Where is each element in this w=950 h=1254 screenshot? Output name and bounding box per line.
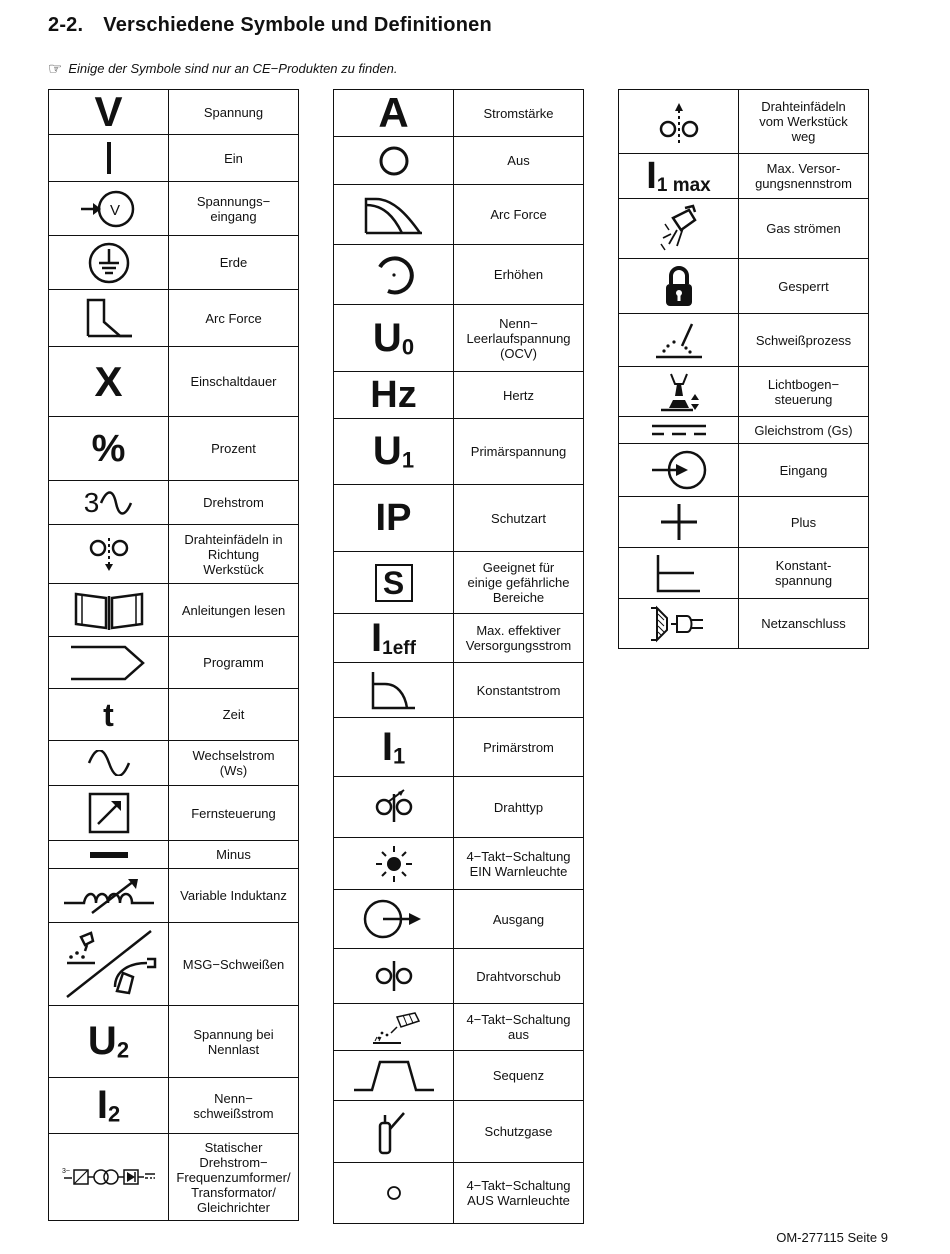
symbol-text: A bbox=[378, 89, 409, 136]
definition-cell bbox=[454, 949, 584, 1004]
definition-label: Gas strömen bbox=[766, 221, 841, 236]
definition-label: Eingang bbox=[779, 462, 828, 478]
arc-control-icon bbox=[619, 370, 738, 414]
symbol-row bbox=[49, 135, 299, 182]
plus-icon bbox=[619, 502, 738, 542]
symbol-cell bbox=[619, 599, 739, 649]
gas-flow-icon bbox=[619, 204, 738, 254]
four-step-off-icon bbox=[334, 1009, 453, 1045]
symbol-row bbox=[334, 245, 584, 305]
symbol-text: S bbox=[382, 564, 405, 601]
symbol-row bbox=[49, 923, 299, 1006]
definition-cell bbox=[169, 741, 299, 786]
definition-label: Erhöhen bbox=[493, 267, 544, 282]
symbol-cell bbox=[619, 417, 739, 444]
inverter-rectifier-icon bbox=[49, 1164, 168, 1190]
symbol-row bbox=[334, 949, 584, 1004]
definition-label: Spannungs− eingang bbox=[196, 193, 271, 224]
remote-control-icon bbox=[49, 791, 168, 835]
definition-label: Geeignet für einige gefährliche Bereiche bbox=[467, 560, 570, 605]
definition-label: Fernsteuerung bbox=[191, 805, 276, 821]
definition-label: Erde bbox=[219, 255, 248, 270]
symbol-text: I bbox=[646, 155, 657, 197]
definition-cell bbox=[169, 90, 299, 135]
symbol-text: U bbox=[372, 315, 402, 360]
ip-icon bbox=[334, 499, 453, 537]
symbol-row bbox=[49, 236, 299, 290]
symbol-cell bbox=[49, 182, 169, 236]
definition-cell bbox=[739, 417, 869, 444]
symbol-row bbox=[619, 548, 869, 599]
definition-cell bbox=[169, 417, 299, 481]
symbol-text: 3 bbox=[83, 486, 100, 518]
definition-cell bbox=[454, 552, 584, 614]
warning-light-on-icon bbox=[334, 844, 453, 884]
wire-retract-icon bbox=[619, 99, 738, 145]
note-text: Einige der Symbole sind nur an CE−Produkten zu finden. bbox=[68, 61, 398, 76]
symbol-row bbox=[619, 314, 869, 367]
symbol-row bbox=[334, 614, 584, 663]
symbol-cell bbox=[334, 305, 454, 372]
symbol-cell bbox=[49, 786, 169, 841]
symbol-table-1 bbox=[48, 89, 299, 1221]
symbol-row bbox=[619, 199, 869, 259]
symbol-cell bbox=[619, 444, 739, 497]
symbol-cell bbox=[619, 259, 739, 314]
symbol-row bbox=[334, 1163, 584, 1224]
sine-wave-icon bbox=[49, 750, 168, 776]
definition-cell bbox=[739, 199, 869, 259]
sequence-icon bbox=[334, 1056, 453, 1096]
i2-icon bbox=[49, 1083, 168, 1128]
arc-force-step-icon bbox=[49, 296, 168, 340]
definition-cell bbox=[169, 525, 299, 584]
symbol-row bbox=[49, 869, 299, 923]
definition-label: Schutzgase bbox=[484, 1124, 553, 1139]
definition-cell bbox=[454, 419, 584, 485]
symbol-row bbox=[334, 1051, 584, 1101]
symbol-row bbox=[49, 1134, 299, 1221]
symbol-cell bbox=[49, 1134, 169, 1221]
definition-cell bbox=[169, 290, 299, 347]
symbol-text: I bbox=[96, 1083, 108, 1128]
definition-label: Arc Force bbox=[205, 310, 262, 326]
symbol-text: IP bbox=[375, 497, 412, 539]
symbol-cell bbox=[619, 90, 739, 154]
symbol-cell bbox=[49, 481, 169, 525]
symbol-row bbox=[49, 584, 299, 637]
symbol-row bbox=[334, 663, 584, 718]
symbol-subscript: 2 bbox=[116, 1037, 130, 1063]
symbol-row bbox=[49, 786, 299, 841]
definition-cell bbox=[454, 1004, 584, 1051]
constant-voltage-icon bbox=[619, 553, 738, 593]
symbol-cell bbox=[49, 637, 169, 689]
definition-label: MSG−Schweißen bbox=[182, 956, 285, 972]
definition-cell bbox=[169, 584, 299, 637]
definition-cell bbox=[169, 481, 299, 525]
definition-label: Anleitungen lesen bbox=[181, 602, 286, 618]
symbol-cell bbox=[334, 890, 454, 949]
definition-cell bbox=[454, 1163, 584, 1224]
symbol-row bbox=[49, 182, 299, 236]
definition-label: Wechselstrom (Ws) bbox=[192, 748, 275, 778]
definition-cell bbox=[739, 259, 869, 314]
definition-label: Nenn− schweißstrom bbox=[193, 1090, 274, 1121]
symbol-row bbox=[619, 497, 869, 548]
definition-label: Konstant- spannung bbox=[774, 558, 833, 588]
symbol-table-2 bbox=[333, 89, 584, 1224]
u2-icon bbox=[49, 1019, 168, 1064]
definition-cell bbox=[454, 1051, 584, 1101]
variable-inductance-icon bbox=[49, 877, 168, 915]
symbol-cell bbox=[49, 525, 169, 584]
definition-label: Primärstrom bbox=[483, 739, 554, 755]
definition-cell bbox=[169, 841, 299, 869]
definition-cell bbox=[739, 90, 869, 154]
definition-label: Einschaltdauer bbox=[190, 374, 277, 389]
definition-cell bbox=[169, 1006, 299, 1078]
symbol-cell bbox=[619, 497, 739, 548]
symbol-row bbox=[49, 347, 299, 417]
definition-label: Hertz bbox=[502, 387, 535, 403]
definition-label: Drahteinfädeln vom Werkstück weg bbox=[759, 99, 848, 144]
symbol-cell bbox=[334, 663, 454, 718]
symbol-cell bbox=[334, 1051, 454, 1101]
three-phase-icon bbox=[49, 486, 168, 518]
constant-current-icon bbox=[334, 670, 453, 710]
definition-label: Programm bbox=[203, 655, 264, 670]
definition-label: Netzanschluss bbox=[761, 616, 846, 631]
s-box-icon bbox=[334, 564, 453, 602]
program-icon bbox=[49, 643, 168, 683]
definition-label: Zeit bbox=[222, 707, 245, 722]
definition-cell bbox=[454, 890, 584, 949]
weld-process-icon bbox=[619, 320, 738, 360]
definition-cell bbox=[739, 367, 869, 417]
definition-label: Schutzart bbox=[491, 510, 546, 526]
arc-force-curve-icon bbox=[334, 195, 453, 235]
line-connection-plug-icon bbox=[619, 604, 738, 644]
symbol-row bbox=[619, 259, 869, 314]
definition-cell bbox=[169, 182, 299, 236]
symbol-row bbox=[49, 741, 299, 786]
definition-label: Primärspannung bbox=[470, 444, 567, 459]
symbol-row bbox=[49, 689, 299, 741]
symbol-cell bbox=[334, 718, 454, 777]
symbol-row bbox=[334, 185, 584, 245]
definition-cell bbox=[169, 1078, 299, 1134]
definition-cell bbox=[454, 718, 584, 777]
symbol-row bbox=[619, 154, 869, 199]
direct-current-icon bbox=[619, 422, 738, 438]
symbol-cell bbox=[334, 838, 454, 890]
definition-cell bbox=[739, 497, 869, 548]
definition-cell bbox=[454, 137, 584, 185]
definition-label: Plus bbox=[790, 514, 817, 530]
symbol-row bbox=[334, 372, 584, 419]
symbol-row bbox=[49, 417, 299, 481]
symbol-row bbox=[334, 305, 584, 372]
definition-cell bbox=[454, 485, 584, 552]
i1-icon bbox=[334, 724, 453, 769]
symbol-row bbox=[334, 137, 584, 185]
definition-cell bbox=[454, 1101, 584, 1163]
definition-label: Max. effektiver Versorgungsstrom bbox=[465, 623, 572, 653]
definition-label: Ausgang bbox=[492, 911, 545, 927]
symbol-subscript: 0 bbox=[401, 334, 415, 360]
symbol-row bbox=[49, 525, 299, 584]
definition-cell bbox=[739, 444, 869, 497]
section-title: Verschiedene Symbole und Definitionen bbox=[103, 14, 492, 36]
definition-label: Nenn− Leerlaufspannung (OCV) bbox=[466, 315, 571, 361]
symbol-row bbox=[49, 481, 299, 525]
symbol-text: I bbox=[371, 616, 383, 660]
wire-type-icon bbox=[334, 788, 453, 826]
symbol-row bbox=[334, 777, 584, 838]
definition-cell bbox=[454, 185, 584, 245]
symbol-cell bbox=[334, 419, 454, 485]
definition-label: Statischer Drehstrom− Frequenzumformer/ Transformator/ Gleichrichter bbox=[176, 1139, 291, 1215]
definition-label: Arc Force bbox=[490, 207, 547, 222]
definition-cell bbox=[739, 599, 869, 649]
symbol-cell bbox=[49, 1078, 169, 1134]
symbol-cell bbox=[619, 199, 739, 259]
symbol-cell bbox=[49, 689, 169, 741]
symbol-cell bbox=[334, 137, 454, 185]
svg-text:V: V bbox=[109, 201, 120, 219]
symbol-cell bbox=[49, 417, 169, 481]
definition-cell bbox=[454, 777, 584, 838]
increase-dial-icon bbox=[334, 253, 453, 297]
symbol-row bbox=[334, 552, 584, 614]
symbol-cell bbox=[49, 135, 169, 182]
definition-label: Prozent bbox=[211, 441, 256, 456]
definition-cell bbox=[454, 305, 584, 372]
symbol-cell bbox=[619, 367, 739, 417]
symbol-row bbox=[49, 290, 299, 347]
symbol-cell bbox=[334, 245, 454, 305]
definition-label: Ein bbox=[224, 150, 243, 166]
percent-icon bbox=[49, 427, 168, 470]
symbol-cell bbox=[49, 584, 169, 637]
symbol-cell bbox=[619, 548, 739, 599]
definition-label: Drahteinfädeln in Richtung Werkstück bbox=[184, 531, 283, 577]
symbol-cell bbox=[49, 869, 169, 923]
definition-cell bbox=[739, 548, 869, 599]
symbol-cell bbox=[334, 1101, 454, 1163]
symbol-cell bbox=[334, 552, 454, 614]
symbol-cell bbox=[619, 314, 739, 367]
earth-ground-icon bbox=[49, 241, 168, 285]
symbol-row bbox=[334, 1101, 584, 1163]
letter-a-icon bbox=[334, 89, 453, 136]
symbol-text: U bbox=[87, 1019, 117, 1064]
symbol-cell bbox=[49, 923, 169, 1006]
symbol-subscript: 1 bbox=[401, 447, 415, 473]
symbol-row bbox=[334, 890, 584, 949]
symbol-cell bbox=[334, 485, 454, 552]
definition-label: Spannung bei Nennlast bbox=[193, 1026, 274, 1057]
symbol-row bbox=[49, 841, 299, 869]
input-icon bbox=[619, 448, 738, 492]
definition-cell bbox=[454, 90, 584, 137]
symbol-subscript: 1 bbox=[392, 743, 406, 769]
symbol-row bbox=[619, 417, 869, 444]
symbol-row bbox=[619, 444, 869, 497]
pointing-hand-icon: ☞ bbox=[48, 61, 63, 78]
definition-cell bbox=[169, 923, 299, 1006]
definition-label: Lichtbogen− steuerung bbox=[767, 376, 840, 407]
definition-cell bbox=[169, 637, 299, 689]
symbol-subscript: 2 bbox=[107, 1101, 121, 1127]
symbol-cell bbox=[49, 290, 169, 347]
definition-label: Drahtvorschub bbox=[476, 968, 561, 984]
symbol-row bbox=[334, 90, 584, 137]
definition-cell bbox=[454, 838, 584, 890]
voltage-input-icon bbox=[49, 188, 168, 230]
i1max-icon bbox=[619, 157, 738, 195]
definition-label: Max. Versor- gungsnennstrom bbox=[755, 161, 852, 191]
symbol-row bbox=[619, 599, 869, 649]
lock-icon bbox=[619, 264, 738, 308]
definition-label: Spannung bbox=[203, 104, 264, 120]
symbol-text: X bbox=[94, 357, 123, 405]
symbol-row bbox=[49, 637, 299, 689]
mig-welding-icon bbox=[49, 927, 168, 1001]
definition-label: Sequenz bbox=[492, 1068, 545, 1083]
vertical-bar-icon bbox=[49, 140, 168, 176]
symbol-cell bbox=[334, 614, 454, 663]
circle-off-icon bbox=[334, 144, 453, 178]
definition-cell bbox=[169, 347, 299, 417]
symbol-row bbox=[334, 838, 584, 890]
definition-label: 4−Takt−Schaltung EIN Warnleuchte bbox=[466, 848, 571, 879]
definition-label: Stromstärke bbox=[483, 105, 554, 121]
definition-label: Drehstrom bbox=[203, 495, 264, 510]
symbol-table-3 bbox=[618, 89, 869, 649]
definition-label: Variable Induktanz bbox=[180, 888, 287, 903]
symbol-text: V bbox=[94, 88, 123, 135]
definition-label: Gleichstrom (Gs) bbox=[754, 422, 853, 438]
symbol-row bbox=[49, 90, 299, 135]
symbol-row bbox=[49, 1006, 299, 1078]
symbol-cell bbox=[334, 90, 454, 137]
symbol-cell bbox=[334, 185, 454, 245]
symbol-row bbox=[619, 90, 869, 154]
symbol-cell bbox=[619, 154, 739, 199]
definition-label: Drahttyp bbox=[493, 799, 544, 815]
hertz-icon bbox=[334, 376, 453, 414]
symbol-text: U bbox=[372, 429, 402, 474]
definition-cell bbox=[169, 1134, 299, 1221]
definition-cell bbox=[454, 663, 584, 718]
definition-label: 4−Takt−Schaltung aus bbox=[466, 1012, 571, 1042]
symbol-cell bbox=[49, 741, 169, 786]
symbol-cell bbox=[49, 347, 169, 417]
symbol-subscript: 1 max bbox=[656, 174, 711, 196]
symbol-row bbox=[334, 1004, 584, 1051]
symbol-cell bbox=[334, 777, 454, 838]
definition-cell bbox=[169, 869, 299, 923]
symbol-text: % bbox=[91, 427, 126, 470]
definition-cell bbox=[169, 786, 299, 841]
symbol-row bbox=[619, 367, 869, 417]
definition-label: Gesperrt bbox=[778, 278, 829, 294]
i1eff-icon bbox=[334, 618, 453, 658]
symbol-cell bbox=[334, 1163, 454, 1224]
page-footer: OM-277115 Seite 9 bbox=[776, 1230, 888, 1245]
symbol-row bbox=[334, 419, 584, 485]
wire-feed-icon bbox=[334, 959, 453, 993]
symbol-text: I bbox=[381, 724, 393, 769]
symbol-cell bbox=[334, 372, 454, 419]
definition-label: Aus bbox=[507, 153, 530, 168]
note bbox=[48, 59, 398, 79]
symbol-text: Hz bbox=[370, 374, 417, 416]
symbol-subscript: 1eff bbox=[382, 637, 416, 659]
wire-feed-toward-workpiece-icon bbox=[49, 534, 168, 574]
definition-cell bbox=[454, 372, 584, 419]
definition-label: Konstantstrom bbox=[476, 682, 561, 698]
definition-label: 4−Takt−Schaltung AUS Warnleuchte bbox=[466, 1178, 571, 1208]
definition-cell bbox=[739, 314, 869, 367]
symbol-cell bbox=[49, 90, 169, 135]
minus-icon bbox=[49, 849, 168, 861]
symbol-row bbox=[49, 1078, 299, 1134]
symbol-row bbox=[334, 718, 584, 777]
symbol-cell bbox=[49, 1006, 169, 1078]
symbol-row bbox=[334, 485, 584, 552]
symbol-cell bbox=[334, 949, 454, 1004]
symbol-cell bbox=[49, 236, 169, 290]
section-number: 2-2. bbox=[48, 14, 84, 36]
symbol-cell bbox=[49, 841, 169, 869]
definition-cell bbox=[739, 154, 869, 199]
letter-t-icon bbox=[49, 696, 168, 733]
warning-light-off-icon bbox=[334, 1183, 453, 1203]
definition-cell bbox=[454, 614, 584, 663]
definition-label: Minus bbox=[216, 847, 251, 862]
u1-icon bbox=[334, 429, 453, 474]
u0-icon bbox=[334, 315, 453, 360]
definition-cell bbox=[454, 245, 584, 305]
definition-cell bbox=[169, 236, 299, 290]
output-icon bbox=[334, 897, 453, 941]
shielding-gas-icon bbox=[334, 1109, 453, 1155]
page-title bbox=[48, 14, 492, 37]
read-manual-book-icon bbox=[49, 588, 168, 632]
letter-v-icon bbox=[49, 88, 168, 135]
symbol-text: t bbox=[103, 696, 114, 733]
svg-text:3~: 3~ bbox=[61, 1168, 70, 1175]
letter-x-icon bbox=[49, 357, 168, 405]
definition-label: Schweißprozess bbox=[755, 332, 852, 348]
definition-cell bbox=[169, 135, 299, 182]
definition-cell bbox=[169, 689, 299, 741]
symbol-cell bbox=[334, 1004, 454, 1051]
